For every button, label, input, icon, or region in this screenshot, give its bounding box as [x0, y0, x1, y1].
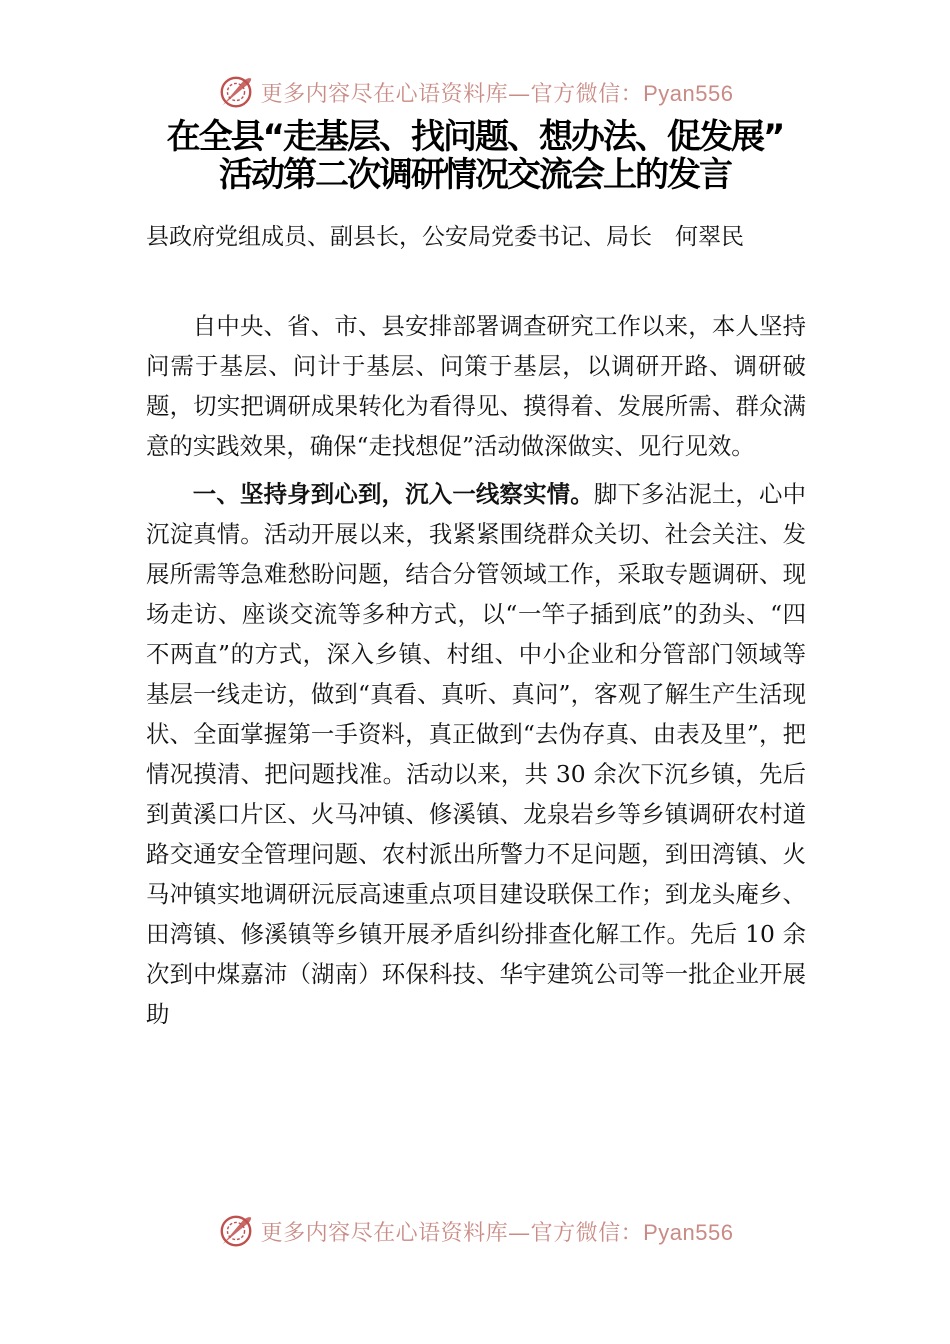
- quill-logo-icon: [217, 1212, 255, 1250]
- footer-banner: [0, 1209, 950, 1253]
- document-title: [0, 118, 950, 194]
- banner-text: 更多内容尽在心语资料库—官方微信：Pyan556: [260, 1219, 734, 1246]
- header-banner: [0, 70, 950, 114]
- author-line: 县政府党组成员、副县长，公安局党委书记、局长 何翠民: [146, 224, 744, 250]
- document-body: [146, 306, 806, 1042]
- paragraph-intro: 自中央、省、市、县安排部署调查研究工作以来，本人坚持问需于基层、问计于基层、问策于基层，以调研开路、调研破题，切实把调研成果转化为看得见、摸得着、发展所需、群众满意的实践效果，确保“走找想促”活动做深做实、见行见效。: [146, 312, 806, 460]
- banner-text: 更多内容尽在心语资料库—官方微信：Pyan556: [260, 80, 734, 107]
- title-line-2: 活动第二次调研情况交流会上的发言: [219, 155, 731, 195]
- quill-logo-icon: [217, 73, 255, 111]
- title-line-1: 在全县“走基层、找问题、想办法、促发展”: [166, 117, 784, 157]
- section-heading: 一、坚持身到心到，沉入一线察实情。: [192, 480, 594, 508]
- section-text: 脚下多沾泥土，心中沉淀真情。活动开展以来，我紧紧围绕群众关切、社会关注、发展所需等急难愁盼问题，结合分管领域工作，采取专题调研、现场走访、座谈交流等多种方式，以“一竿子插到底”的劲头、“四不两直”的方式，深入乡镇、村组、中小企业和分管部门领域等基层一线走访，做到“真看、真听、真问”，客观了解生产生活现状、全面掌握第一手资料，真正做到“去伪存真、由表及里”，把情况摸清、把问题找准。活动以来，共 30 余次下沉乡镇，先后到黄溪口片区、火马冲镇、修溪镇、龙泉岩乡等乡镇调研农村道路交通安全管理问题、农村派出所警力不足问题，到田湾镇、火马冲镇实地调研沅辰高速重点项目建设联保工作；到龙头庵乡、田湾镇、修溪镇等乡镇开展矛盾纠纷排查化解工作。先后 10 余次到中煤嘉沛（湖南）环保科技、华宇建筑公司等一批企业开展助: [146, 480, 807, 1028]
- paragraph-section-1: [146, 474, 806, 1034]
